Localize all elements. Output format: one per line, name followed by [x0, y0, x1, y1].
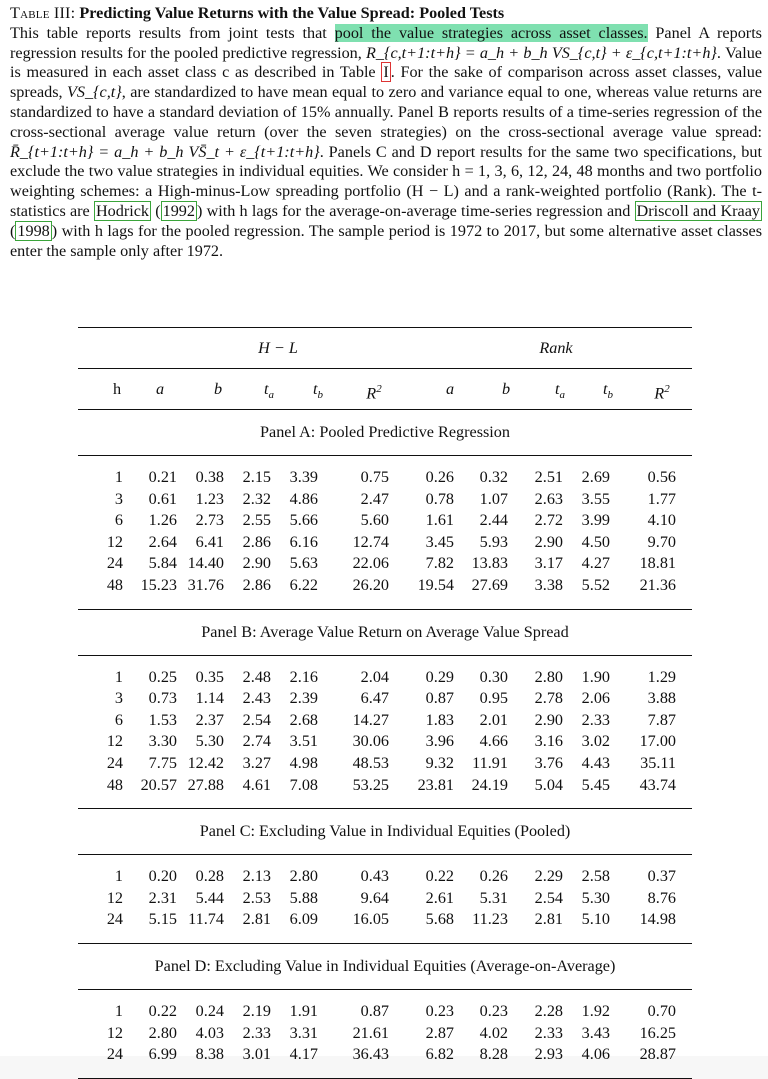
table-cell: 0.26	[479, 867, 508, 886]
table-cell: 5.15	[148, 910, 177, 929]
table-cell: 0.28	[195, 867, 224, 886]
column-header: $t_a$	[264, 380, 274, 402]
table-cell: 2.28	[534, 1001, 563, 1020]
table-cell: 2.15	[242, 468, 271, 486]
table-cell: 1.14	[195, 689, 224, 708]
table-cell: 5.60	[360, 511, 389, 530]
table-cell: 2.86	[242, 532, 271, 551]
table-cell: 15.23	[140, 575, 177, 594]
table-cell: 19.54	[417, 575, 454, 594]
table-cell: 0.20	[148, 867, 177, 886]
table-cell: 1	[114, 867, 123, 886]
table-cell: 7.08	[289, 775, 318, 794]
panel-title	[78, 410, 692, 455]
table-cell: 24	[106, 554, 123, 573]
table-cell: 4.27	[581, 554, 610, 573]
table-cell: 3.88	[647, 689, 676, 708]
table-cell: 2.01	[479, 710, 508, 729]
panel-title	[78, 610, 692, 655]
table-cell: 2.31	[148, 888, 177, 907]
table-cell: 1	[114, 468, 123, 486]
table-cell: 1.53	[148, 710, 177, 729]
table-cell: 3.76	[534, 753, 563, 772]
table-cell: 2.37	[195, 710, 224, 729]
table-cell: 0.26	[425, 468, 454, 486]
table-row	[78, 553, 692, 575]
table-cell: 1.90	[581, 667, 610, 686]
table-cell: 2.74	[242, 732, 271, 751]
caption-text-3: . Value is measured in each asset class c as described in Table	[10, 43, 762, 82]
table-cell: 2.73	[195, 511, 224, 530]
table-cell: 6	[114, 511, 123, 530]
table-label: Table III:	[10, 4, 76, 22]
table-cell: 3.99	[581, 511, 610, 530]
table-cell: 5.63	[289, 554, 318, 573]
table-cell: 30.06	[352, 732, 389, 751]
table-cell: 0.78	[425, 489, 454, 508]
table-cell: 11.74	[188, 910, 224, 929]
table-cell: 8.38	[195, 1045, 224, 1064]
equation-average: R̄_{t+1:t+h} = a_h + b_h VS̄_t + ε_{t+1:t+h}	[10, 142, 320, 161]
table-cell: 27.69	[471, 575, 508, 594]
caption-text-6: . Panels C and D report results for the same two specifications, but exclude the two value strategies in individual equities. We consider h = 1, 3, 6, 12, 24, 48 months and two portfolio weighting schemes: a High-minus-Low spreading portfolio (H − L) and a rank-weighted portfolio (Rank). The t-statistics are	[10, 142, 762, 220]
table-cell: 2.33	[581, 710, 610, 729]
table-cell: 2.48	[242, 667, 271, 686]
caption-text-1: This table reports results from joint tests that	[10, 23, 335, 42]
table-cell: 3.27	[242, 753, 271, 772]
table-cell: 2.51	[534, 468, 563, 486]
table-cell: 48	[106, 775, 123, 794]
table-cell: 2.53	[242, 888, 271, 907]
table-cell: 2.55	[242, 511, 271, 530]
caption-text-2: Panel A reports regression results for the pooled predictive regression,	[10, 23, 762, 62]
table-cell: 23.81	[417, 775, 454, 794]
table-cell: 0.23	[479, 1001, 508, 1020]
table-cell: 4.43	[581, 753, 610, 772]
table-cell: 21.36	[639, 575, 676, 594]
table-cell: 12.42	[187, 753, 224, 772]
column-header: h	[112, 380, 122, 398]
table-cell: 4.10	[647, 511, 676, 530]
table-cell: 35.11	[640, 753, 676, 772]
table-cell: 6.22	[289, 575, 318, 594]
table-cell: 2.93	[534, 1045, 563, 1064]
table-cell: 3.39	[289, 468, 318, 486]
table-cell: 2.80	[534, 667, 563, 686]
table-cell: 13.83	[471, 554, 508, 573]
table-cell: 0.32	[479, 468, 508, 486]
table-cell: 0.35	[195, 667, 224, 686]
table-row	[78, 1044, 692, 1066]
table-cell: 4.02	[479, 1023, 508, 1042]
table-row	[78, 731, 692, 753]
table-cell: 8.28	[479, 1045, 508, 1064]
table-cell: 22.06	[352, 554, 389, 573]
table-cell: 4.03	[195, 1023, 224, 1042]
table-cell: 6.99	[148, 1045, 177, 1064]
table-cell: 0.95	[479, 689, 508, 708]
table-cell: 0.29	[425, 667, 454, 686]
table-cell: 2.80	[148, 1023, 177, 1042]
column-header: $t_b$	[603, 380, 613, 402]
table-cell: 14.40	[187, 554, 224, 573]
column-header: $t_b$	[313, 380, 323, 402]
table-cell: 2.90	[242, 554, 271, 573]
column-header: b	[501, 380, 511, 398]
table-cell: 2.33	[242, 1023, 271, 1042]
table-cell: 2.32	[242, 489, 271, 508]
table-row	[78, 1023, 692, 1045]
table-cell: 1.77	[647, 489, 676, 508]
table-cell: 1	[114, 667, 123, 686]
table-cell: 2.87	[425, 1023, 454, 1042]
table-cell: 2.54	[242, 710, 271, 729]
panel-title-text: Panel C: Excluding Value in Individual Equities (Pooled)	[199, 822, 571, 841]
table-cell: 2.47	[360, 489, 389, 508]
column-header: a	[155, 380, 165, 398]
table-cell: 3.17	[534, 554, 563, 573]
table-cell: 3.51	[289, 732, 318, 751]
panel-title-text: Panel D: Excluding Value in Individual Equities (Average-on-Average)	[154, 956, 616, 975]
table-cell: 0.61	[148, 489, 177, 508]
table-title: Predicting Value Returns with the Value Spread: Pooled Tests	[79, 4, 505, 22]
table-cell: 3	[114, 489, 123, 508]
table-cell: 31.76	[187, 575, 224, 594]
table-cell: 9.64	[360, 888, 389, 907]
table-cell: 24	[106, 753, 123, 772]
table-cell: 53.25	[352, 775, 389, 794]
equation-pooled: R_{c,t+1:t+h} = a_h + b_h VS_{c,t} + ε_{c,t+1:t+h}	[365, 43, 717, 62]
table-cell: 2.63	[534, 489, 563, 508]
table-cell: 14.27	[352, 710, 389, 729]
table-row	[78, 753, 692, 775]
table-row	[78, 467, 692, 489]
group-header-row	[78, 328, 692, 368]
panel-title-text: Panel A: Pooled Predictive Regression	[260, 423, 510, 441]
table-cell: 6.09	[289, 910, 318, 929]
table-cell: 20.57	[140, 775, 177, 794]
table-cell: 4.06	[581, 1045, 610, 1064]
table-cell: 1.61	[425, 511, 454, 530]
table-cell: 0.22	[425, 867, 454, 886]
table-row	[78, 575, 692, 597]
table-cell: 0.87	[360, 1001, 389, 1020]
table-cell: 0.23	[425, 1001, 454, 1020]
table-cell: 36.43	[352, 1045, 389, 1064]
table-cell: 3	[114, 689, 123, 708]
table-cell: 1.29	[647, 667, 676, 686]
table-cell: 7.82	[425, 554, 454, 573]
table-row	[78, 489, 692, 511]
table-cell: 3.16	[534, 732, 563, 751]
table-cell: 12	[106, 532, 123, 551]
citation-hodrick-year[interactable]: 1992	[162, 201, 195, 220]
table-cell: 0.73	[148, 689, 177, 708]
column-header: $t_a$	[555, 380, 565, 402]
citation-driscoll-kraay[interactable]: Driscoll and Kraay	[636, 201, 761, 220]
table-cell: 2.44	[479, 511, 508, 530]
table-cell: 5.93	[479, 532, 508, 551]
table-row	[78, 775, 692, 797]
highlighted-text[interactable]: pool the value strategies across asset classes.	[334, 23, 648, 42]
table-cell: 3.30	[148, 732, 177, 751]
table-cell: 12	[106, 732, 123, 751]
table-cell: 1.83	[425, 710, 454, 729]
table-cell: 2.04	[360, 667, 389, 686]
table-cell: 9.70	[647, 532, 676, 551]
table-cell: 43.74	[639, 775, 676, 794]
table-cell: 7.75	[148, 753, 177, 772]
table-cell: 5.68	[425, 910, 454, 929]
table-cell: 24	[106, 910, 123, 929]
column-header-row	[78, 369, 692, 409]
table-cell: 0.22	[148, 1001, 177, 1020]
table-cell: 2.58	[581, 867, 610, 886]
table-cell: 2.43	[242, 689, 271, 708]
table-cell: 1.26	[148, 511, 177, 530]
table-cell: 2.29	[534, 867, 563, 886]
table-row	[78, 1001, 692, 1023]
table-cell: 0.75	[360, 468, 389, 486]
column-header: $R^2$	[366, 383, 382, 403]
table-cell: 2.81	[534, 910, 563, 929]
table-reference-link[interactable]: I	[383, 63, 389, 82]
table-cell: 11.23	[472, 910, 508, 929]
table-cell: 3.45	[425, 532, 454, 551]
table-row	[78, 510, 692, 532]
table-cell: 5.04	[534, 775, 563, 794]
equation-value-spread: VS_{c,t}	[67, 83, 122, 102]
table-cell: 4.66	[479, 732, 508, 751]
table-cell: 2.90	[534, 532, 563, 551]
table-cell: 6.16	[289, 532, 318, 551]
table-cell: 11.91	[472, 753, 508, 772]
table-cell: 16.25	[639, 1023, 676, 1042]
table-cell: 0.56	[647, 468, 676, 486]
table-cell: 48.53	[352, 753, 389, 772]
panel-title-rule	[78, 989, 692, 990]
citation-hodrick[interactable]: Hodrick	[95, 201, 149, 220]
table-cell: 2.16	[289, 667, 318, 686]
panel-title	[78, 944, 692, 989]
table-cell: 3.96	[425, 732, 454, 751]
table-cell: 2.33	[534, 1023, 563, 1042]
table-cell: 2.64	[148, 532, 177, 551]
table-cell: 5.30	[581, 888, 610, 907]
table-cell: 0.87	[425, 689, 454, 708]
table-cell: 27.88	[187, 775, 224, 794]
table-cell: 24.19	[471, 775, 508, 794]
table-cell: 0.37	[647, 867, 676, 886]
table-cell: 18.81	[639, 554, 676, 573]
table-cell: 4.17	[289, 1045, 318, 1064]
table-cell: 0.21	[148, 468, 177, 486]
caption-text-5: , are standardized to have mean equal to zero and variance equal to one, whereas value returns are standardized to have a standard deviation of 15% annually. Panel B reports results of a time-series regression of the cross-sectional average value return (over the seven strategies) on the cross-sectional average value spread:	[10, 83, 762, 141]
column-header: b	[213, 380, 223, 398]
table-cell: 4.61	[242, 775, 271, 794]
group-label-rank: Rank	[539, 339, 573, 357]
table-cell: 7.87	[647, 710, 676, 729]
table-cell: 3.43	[581, 1023, 610, 1042]
table-cell: 2.68	[289, 710, 318, 729]
table-cell: 21.61	[352, 1023, 389, 1042]
table-row	[78, 866, 692, 888]
table-cell: 2.78	[534, 689, 563, 708]
table-cell: 2.72	[534, 511, 563, 530]
table-cell: 5.30	[195, 732, 224, 751]
table-cell: 12	[106, 1023, 123, 1042]
panel-title-text: Panel B: Average Value Return on Average Value Spread	[201, 622, 569, 641]
table-cell: 6	[114, 710, 123, 729]
citation-driscoll-kraay-year[interactable]: 1998	[17, 221, 50, 240]
table-cell: 2.69	[581, 468, 610, 486]
table-cell: 6.82	[425, 1045, 454, 1064]
table-cell: 5.44	[195, 888, 224, 907]
table-cell: 14.98	[639, 910, 676, 929]
column-header: a	[445, 380, 455, 398]
table-row	[78, 888, 692, 910]
table-cell: 12.74	[352, 532, 389, 551]
table-cell: 2.81	[242, 910, 271, 929]
caption-text-4: . For the sake of comparison across asset classes, value spreads,	[10, 63, 762, 102]
panel-title	[78, 809, 692, 854]
table-cell: 16.05	[352, 910, 389, 929]
table-cell: 6.41	[195, 532, 224, 551]
table-cell: 5.10	[581, 910, 610, 929]
table-cell: 3.31	[289, 1023, 318, 1042]
table-cell: 1.92	[581, 1001, 610, 1020]
table-cell: 0.30	[479, 667, 508, 686]
table-caption: Table III: Predicting Value Returns with the Value Spread: Pooled Tests This table reports results from joint tests that pool the value strategies across asset classes. Panel A reports regression results for the pooled predictive regression, R_{c,t+1:t+h} = a_h + b_h VS_{c,t} + ε_{c,t+1:t+h}. Value is measured in each asset class c as described in Table I . For the sake of comparison across asset classes, value spreads, VS_{c,t}, are standardized to have mean equal to zero and variance equal to one, whereas value returns are standardized to have a standard deviation of 15% annually. Panel B reports results of a time-series regression of the cross-sectional average value return (over the seven strategies) on the cross-sectional average value spread: R̄_{t+1:t+h} = a_h + b_h VS̄_t + ε_{t+1:t+h}. Panels C and D report results for the same two specifications, but exclude the two value strategies in individual equities. We consider h = 1, 3, 6, 12, 24, 48 months and two portfolio weighting schemes: a High-minus-Low spreading portfolio (H − L) and a rank-weighted portfolio (Rank). The t-statistics are Hodrick ( 1992 ) with h lags for the average-on-average time-series regression and Driscoll and Kraay ( 1998 ) with h lags for the pooled regression. The sample period is 1972 to 2017, but some alternative asset classes enter the sample only after 1972.	[10, 4, 762, 260]
table-cell: 4.98	[289, 753, 318, 772]
results-table	[78, 301, 692, 1079]
table-cell: 17.00	[639, 732, 676, 751]
panel-title-rule	[78, 655, 692, 656]
table-cell: 5.52	[581, 575, 610, 594]
table-cell: 0.70	[647, 1001, 676, 1020]
caption-text-8: ) with h lags for the pooled regression. The sample period is 1972 to 2017, but some alternative asset classes enter the sample only after 1972.	[10, 221, 762, 260]
table-cell: 4.86	[289, 489, 318, 508]
group-label-hl: H − L	[258, 339, 298, 357]
table-cell: 5.84	[148, 554, 177, 573]
table-cell: 9.32	[425, 753, 454, 772]
table-cell: 1	[114, 1001, 123, 1020]
table-row	[78, 688, 692, 710]
column-header: $R^2$	[654, 383, 670, 403]
table-cell: 2.19	[242, 1001, 271, 1020]
table-cell: 2.80	[289, 867, 318, 886]
table-cell: 0.38	[195, 468, 224, 486]
table-cell: 24	[106, 1045, 123, 1064]
table-cell: 4.50	[581, 532, 610, 551]
table-cell: 2.90	[534, 710, 563, 729]
table-cell: 0.43	[360, 867, 389, 886]
table-cell: 1.23	[195, 489, 224, 508]
table-cell: 26.20	[352, 575, 389, 594]
table-cell: 48	[106, 575, 123, 594]
table-row	[78, 532, 692, 554]
table-cell: 0.24	[195, 1001, 224, 1020]
table-cell: 2.06	[581, 689, 610, 708]
table-cell: 2.61	[425, 888, 454, 907]
table-cell: 5.45	[581, 775, 610, 794]
table-cell: 12	[106, 888, 123, 907]
table-row	[78, 909, 692, 931]
panel-title-rule	[78, 455, 692, 456]
table-cell: 28.87	[639, 1045, 676, 1064]
table-cell: 2.13	[242, 867, 271, 886]
table-cell: 6.47	[360, 689, 389, 708]
table-cell: 3.55	[581, 489, 610, 508]
table-cell: 5.31	[479, 888, 508, 907]
table-cell: 5.88	[289, 888, 318, 907]
table-cell: 2.39	[289, 689, 318, 708]
caption-text-7: ) with h lags for the average-on-average time-series regression and	[196, 201, 635, 220]
table-cell: 3.38	[534, 575, 563, 594]
table-cell: 3.02	[581, 732, 610, 751]
table-cell: 2.54	[534, 888, 563, 907]
table-cell: 0.25	[148, 667, 177, 686]
table-cell: 1.91	[289, 1001, 318, 1020]
table-cell: 1.07	[479, 489, 508, 508]
table-cell: 3.01	[242, 1045, 271, 1064]
table-row	[78, 667, 692, 689]
table-cell: 2.86	[242, 575, 271, 594]
table-cell: 5.66	[289, 511, 318, 530]
panel-title-rule	[78, 854, 692, 855]
table-cell: 8.76	[647, 888, 676, 907]
table-row	[78, 710, 692, 732]
